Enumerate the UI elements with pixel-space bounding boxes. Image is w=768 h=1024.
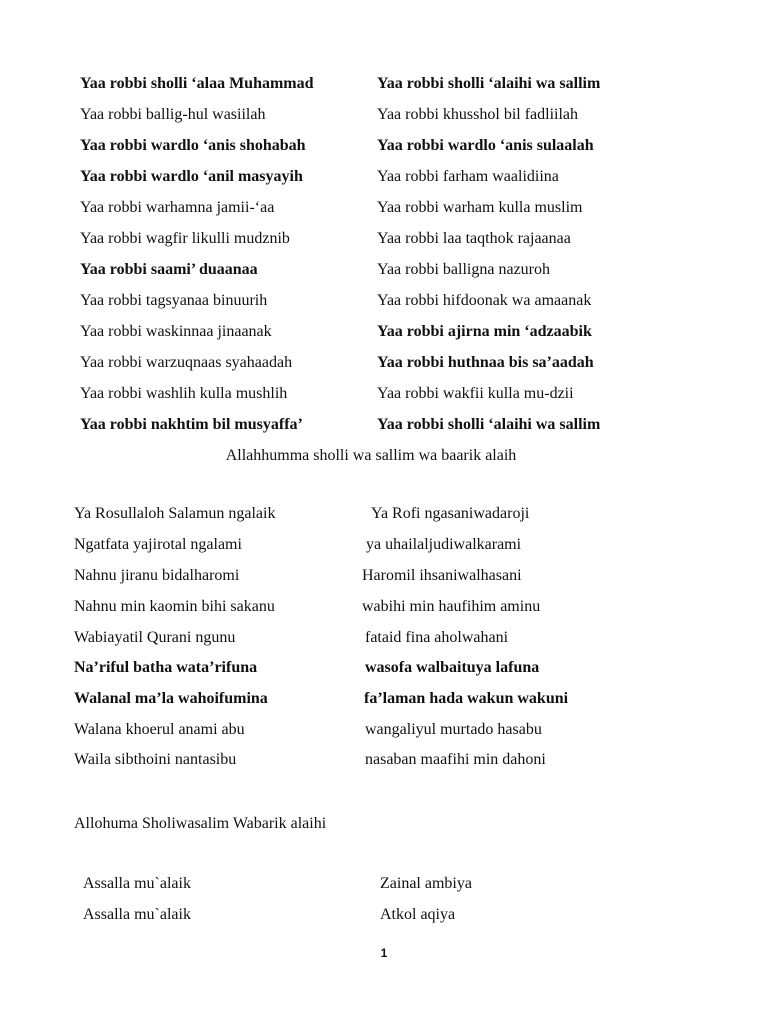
- verse-right: Yaa robbi huthnaa bis sa’aadah: [377, 354, 594, 371]
- verse-right: wabihi min haufihim aminu: [362, 598, 541, 615]
- verse-right: Atkol aqiya: [380, 906, 456, 923]
- verse-right: Yaa robbi ajirna min ‘adzaabik: [377, 323, 592, 340]
- verse-left: Ya Rosullaloh Salamun ngalaik: [74, 505, 276, 522]
- verse-right: Yaa robbi farham waalidiina: [377, 168, 559, 185]
- verse-left: Yaa robbi ballig-hul wasiilah: [80, 106, 266, 123]
- verse-left: Yaa robbi washlih kulla mushlih: [80, 385, 288, 402]
- verse-left: Assalla mu`alaik: [83, 875, 191, 892]
- verse-left: Wabiayatil Qurani ngunu: [74, 629, 236, 646]
- verse-left: Yaa robbi sholli ‘alaa Muhammad: [80, 75, 314, 92]
- verse-right: Yaa robbi warham kulla muslim: [377, 199, 583, 216]
- verse-left: Nahnu jiranu bidalharomi: [74, 567, 240, 584]
- verse-right: fataid fina aholwahani: [365, 629, 509, 646]
- verse-right: nasaban maafihi min dahoni: [365, 751, 546, 768]
- verse-right: Ya Rofi ngasaniwadaroji: [371, 505, 530, 522]
- verse-right: ya uhailaljudiwalkarami: [366, 536, 522, 553]
- verse-right: Yaa robbi khusshol bil fadliilah: [377, 106, 579, 123]
- verse-right: wasofa walbaituya lafuna: [365, 659, 540, 676]
- verse-left: Yaa robbi wagfir likulli mudznib: [80, 230, 290, 247]
- verse-left: Waila sibthoini nantasibu: [74, 751, 237, 768]
- verse-right: Zainal ambiya: [380, 875, 472, 892]
- verse-left: Walana khoerul anami abu: [74, 721, 245, 738]
- verse-left: Yaa robbi warzuqnaas syahaadah: [80, 354, 293, 371]
- section-2-closing: Allohuma Sholiwasalim Wabarik alaihi: [74, 815, 327, 832]
- section-1-closing: Allahhumma sholli wa sallim wa baarik alaih: [225, 447, 517, 464]
- verse-right: Yaa robbi wakfii kulla mu-dzii: [377, 385, 574, 402]
- verse-right: Yaa robbi hifdoonak wa amaanak: [377, 292, 592, 309]
- verse-left: Walanal ma’la wahoifumina: [74, 690, 268, 707]
- verse-left: Assalla mu`alaik: [83, 906, 191, 923]
- verse-left: Ngatfata yajirotal ngalami: [74, 536, 242, 553]
- verse-right: Yaa robbi balligna nazuroh: [377, 261, 550, 278]
- verse-left: Yaa robbi warhamna jamii-‘aa: [80, 199, 275, 216]
- verse-right: Haromil ihsaniwalhasani: [362, 567, 522, 584]
- verse-right: Yaa robbi laa taqthok rajaanaa: [377, 230, 571, 247]
- verse-left: Yaa robbi waskinnaa jinaanak: [80, 323, 272, 340]
- page-number: 1: [380, 946, 388, 960]
- verse-right: fa’laman hada wakun wakuni: [364, 690, 569, 707]
- verse-left: Yaa robbi saami’ duaanaa: [80, 261, 258, 278]
- verse-left: Yaa robbi wardlo ‘anil masyayih: [80, 168, 303, 185]
- verse-right: Yaa robbi wardlo ‘anis sulaalah: [377, 137, 594, 154]
- verse-left: Yaa robbi wardlo ‘anis shohabah: [80, 137, 306, 154]
- verse-right: Yaa robbi sholli ‘alaihi wa sallim: [377, 416, 601, 433]
- verse-left: Nahnu min kaomin bihi sakanu: [74, 598, 275, 615]
- verse-right: wangaliyul murtado hasabu: [365, 721, 542, 738]
- verse-left: Yaa robbi tagsyanaa binuurih: [80, 292, 268, 309]
- verse-left: Yaa robbi nakhtim bil musyaffa’: [80, 416, 303, 433]
- verse-right: Yaa robbi sholli ‘alaihi wa sallim: [377, 75, 601, 92]
- verse-left: Na’riful batha wata’rifuna: [74, 659, 258, 676]
